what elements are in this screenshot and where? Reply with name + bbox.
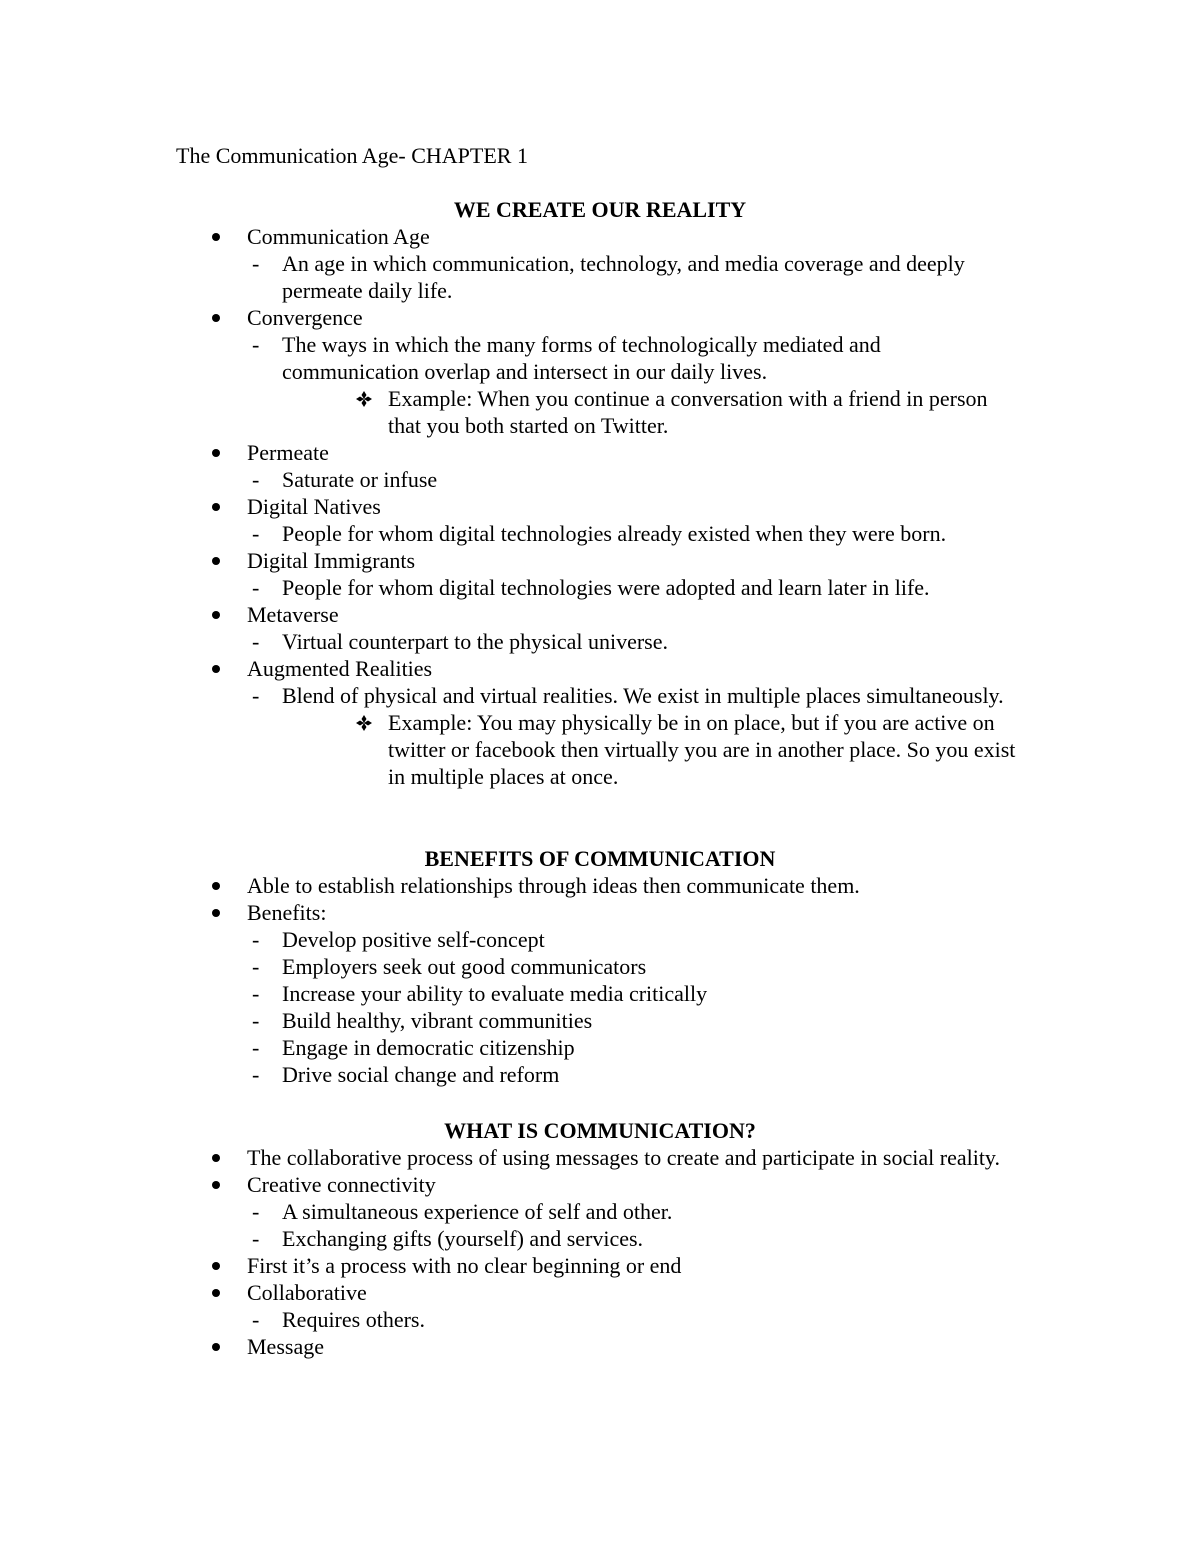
list-item <box>0 304 1200 439</box>
bullet-list <box>0 223 1200 790</box>
example-item <box>0 709 1200 790</box>
list-item <box>0 439 1200 493</box>
sub-list-item <box>0 1306 1200 1333</box>
sub-list-item <box>0 1061 1200 1088</box>
list-item <box>0 601 1200 655</box>
four-diamond-icon <box>355 715 373 731</box>
sub-list-item-text: Employers seek out good communicators <box>282 954 647 979</box>
sub-list-item-text: Build healthy, vibrant communities <box>282 1008 593 1033</box>
sub-list-item-text: Exchanging gifts (yourself) and services. <box>282 1226 644 1251</box>
bullet-icon <box>212 909 220 917</box>
list-item-text: Benefits: <box>247 900 327 925</box>
bullet-icon <box>212 665 220 673</box>
section-heading: WHAT IS COMMUNICATION? <box>444 1118 756 1143</box>
sub-list-item-text: Drive social change and reform <box>282 1062 560 1087</box>
dash-icon: - <box>252 575 260 600</box>
list-item-text: Metaverse <box>247 602 339 627</box>
list-item-text: Permeate <box>247 440 329 465</box>
dash-icon: - <box>252 1226 260 1251</box>
sub-list-item <box>0 953 1200 980</box>
sub-list-item <box>0 331 1200 439</box>
section-we-create-our-reality <box>0 196 1200 790</box>
sub-list-item <box>0 1034 1200 1061</box>
dash-icon: - <box>252 981 260 1006</box>
section-heading: WE CREATE OUR REALITY <box>453 197 747 222</box>
sub-list-item-text: Blend of physical and virtual realities. We exist in multiple places simultaneously. <box>282 683 1004 708</box>
bullet-icon <box>212 1289 220 1297</box>
sub-list-item-text: The ways in which the many forms of technologically mediated and communication overlap and intersect in our daily lives. <box>282 332 881 384</box>
sub-list-item <box>0 980 1200 1007</box>
list-item <box>0 1333 1200 1360</box>
dash-icon: - <box>252 1307 260 1332</box>
sub-list-item <box>0 926 1200 953</box>
bullet-icon <box>212 1181 220 1189</box>
dash-icon: - <box>252 1008 260 1033</box>
list-item-text: Augmented Realities <box>247 656 433 681</box>
sub-list-item <box>0 1225 1200 1252</box>
sub-list-item <box>0 520 1200 547</box>
dash-icon: - <box>252 467 260 492</box>
list-item <box>0 899 1200 1088</box>
list-item <box>0 547 1200 601</box>
list-item-text: Digital Immigrants <box>247 548 416 573</box>
list-item-text: Convergence <box>247 305 363 330</box>
dash-icon: - <box>252 927 260 952</box>
sub-list-item-text: Virtual counterpart to the physical universe. <box>282 629 668 654</box>
list-item <box>0 655 1200 790</box>
bullet-icon <box>212 557 220 565</box>
example-item <box>0 385 1200 439</box>
sub-list-item-text: Increase your ability to evaluate media critically <box>282 981 708 1006</box>
example-text: Example: You may physically be in on place, but if you are active on twitter or facebook then virtually you are in another place. So you exist in multiple places at once. <box>388 710 1016 789</box>
dash-icon: - <box>252 332 260 357</box>
dash-icon: - <box>252 251 260 276</box>
sub-list-item-text: People for whom digital technologies were adopted and learn later in life. <box>282 575 930 600</box>
bullet-icon <box>212 1262 220 1270</box>
sub-list-item <box>0 682 1200 790</box>
list-item-text: Message <box>247 1334 324 1359</box>
list-item-text: Able to establish relationships through ideas then communicate them. <box>247 873 860 898</box>
bullet-icon <box>212 314 220 322</box>
bullet-icon <box>212 1343 220 1351</box>
sub-list-item-text: Requires others. <box>282 1307 425 1332</box>
list-item <box>0 1252 1200 1279</box>
list-item <box>0 493 1200 547</box>
section-what-is-communication <box>0 1117 1200 1360</box>
dash-icon: - <box>252 629 260 654</box>
list-item-text: First it’s a process with no clear beginning or end <box>247 1253 682 1278</box>
list-item <box>0 223 1200 304</box>
sub-list-item <box>0 250 1200 304</box>
dash-icon: - <box>252 683 260 708</box>
list-item <box>0 1279 1200 1333</box>
sub-list-item <box>0 574 1200 601</box>
sub-list-item-text: Saturate or infuse <box>282 467 438 492</box>
bullet-icon <box>212 1154 220 1162</box>
dash-icon: - <box>252 1035 260 1060</box>
sub-list-item <box>0 466 1200 493</box>
list-item-text: Communication Age <box>247 224 430 249</box>
section-benefits-of-communication <box>0 845 1200 1088</box>
list-item <box>0 872 1200 899</box>
list-item <box>0 1171 1200 1252</box>
bullet-icon <box>212 882 220 890</box>
sub-list-item <box>0 628 1200 655</box>
bullet-list <box>0 872 1200 1088</box>
dash-icon: - <box>252 954 260 979</box>
list-item-text: Creative connectivity <box>247 1172 436 1197</box>
sub-list-item-text: A simultaneous experience of self and other. <box>282 1199 673 1224</box>
sub-list-item <box>0 1007 1200 1034</box>
sub-list-item-text: Engage in democratic citizenship <box>282 1035 575 1060</box>
dash-icon: - <box>252 521 260 546</box>
sub-list-item <box>0 1198 1200 1225</box>
bullet-icon <box>212 233 220 241</box>
sub-list-item-text: An age in which communication, technology, and media coverage and deeply permeate daily life. <box>282 251 965 303</box>
list-item-text: Digital Natives <box>247 494 381 519</box>
example-text: Example: When you continue a conversation with a friend in person that you both started on Twitter. <box>388 386 988 438</box>
sub-list-item-text: Develop positive self-concept <box>282 927 545 952</box>
sub-list-item-text: People for whom digital technologies already existed when they were born. <box>282 521 947 546</box>
list-item <box>0 1144 1200 1171</box>
four-diamond-icon <box>355 391 373 407</box>
section-heading: BENEFITS OF COMMUNICATION <box>424 846 776 871</box>
dash-icon: - <box>252 1062 260 1087</box>
document-title: The Communication Age- CHAPTER 1 <box>176 143 528 168</box>
list-item-text: Collaborative <box>247 1280 367 1305</box>
bullet-icon <box>212 449 220 457</box>
dash-icon: - <box>252 1199 260 1224</box>
list-item-text: The collaborative process of using messages to create and participate in social reality. <box>247 1145 1001 1170</box>
bullet-icon <box>212 611 220 619</box>
bullet-icon <box>212 503 220 511</box>
bullet-list <box>0 1144 1200 1360</box>
